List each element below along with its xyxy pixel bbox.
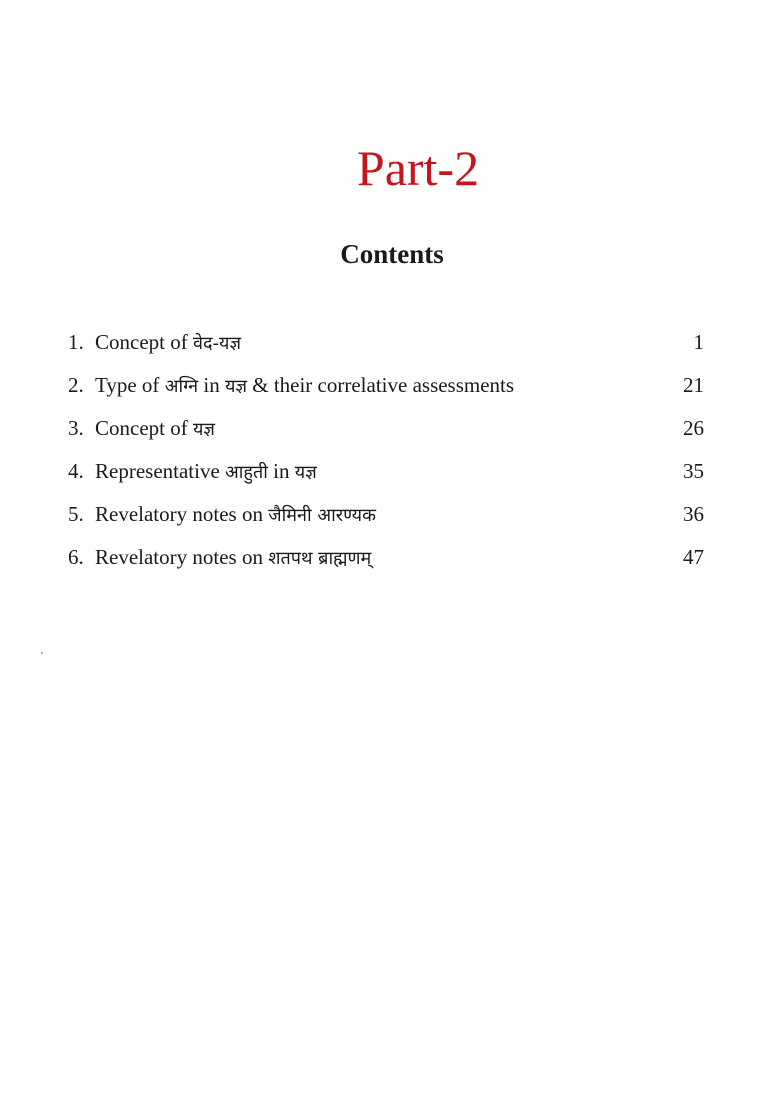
- toc-entry-text: Concept of: [95, 330, 193, 354]
- toc-entry-page-number: 21: [683, 373, 704, 397]
- toc-entry-title: [68, 537, 371, 579]
- toc-entry-title: [68, 451, 317, 493]
- toc-entry-text: & their correlative assessments: [246, 373, 515, 397]
- toc-entry-page-number: 26: [683, 416, 704, 440]
- toc-entry-text: in: [198, 373, 225, 397]
- toc-entry: [68, 451, 704, 494]
- toc-entry-title: [68, 365, 514, 407]
- toc-entry-devanagari-text: आहुती: [225, 462, 268, 483]
- toc-entry: [68, 365, 704, 408]
- toc-entry-title: [68, 322, 241, 364]
- toc-entry-number: 1.: [68, 330, 84, 354]
- toc-entry-devanagari-text: यज्ञ: [294, 462, 317, 483]
- toc-entry-text: in: [267, 459, 295, 483]
- toc-entry-page-number: 1: [693, 330, 704, 354]
- toc-entry: [68, 494, 704, 537]
- toc-entry-number: 4.: [68, 459, 84, 483]
- toc-entry-page-number: 35: [683, 459, 704, 483]
- toc-entry-title: [68, 408, 215, 450]
- toc-entry-text: Type of: [95, 373, 165, 397]
- contents-heading: Contents: [340, 239, 444, 269]
- part-title: Part-2: [356, 140, 480, 196]
- toc-entry-title: [68, 494, 376, 536]
- toc-entry-number: 2.: [68, 373, 84, 397]
- toc-entry-number: 3.: [68, 416, 84, 440]
- toc-entry: [68, 408, 704, 451]
- toc-entry-devanagari-text: यज्ञ: [192, 419, 215, 440]
- toc-entry-devanagari-text: अग्नि: [164, 376, 199, 397]
- toc-entry-number: 5.: [68, 502, 84, 526]
- toc-entry-devanagari-text: यज्ञ: [225, 376, 247, 397]
- toc-entry-page-number: 36: [683, 502, 704, 526]
- toc-entry-number: 6.: [68, 545, 84, 569]
- toc-entry: [68, 322, 704, 365]
- scan-speck: [41, 652, 43, 654]
- table-of-contents: [68, 322, 704, 580]
- toc-entry-page-number: 47: [683, 545, 704, 569]
- toc-entry-text: Representative: [95, 459, 226, 483]
- toc-entry-text: Revelatory notes on: [95, 545, 269, 569]
- toc-entry-devanagari-text: शतपथ ब्राह्मणम्: [268, 548, 372, 569]
- toc-entry-text: Concept of: [95, 416, 193, 440]
- toc-entry-devanagari-text: जैमिनी आरण्यक: [268, 505, 376, 526]
- toc-entry: [68, 537, 704, 580]
- toc-entry-text: Revelatory notes on: [95, 502, 269, 526]
- toc-entry-devanagari-text: वेद-यज्ञ: [192, 333, 242, 354]
